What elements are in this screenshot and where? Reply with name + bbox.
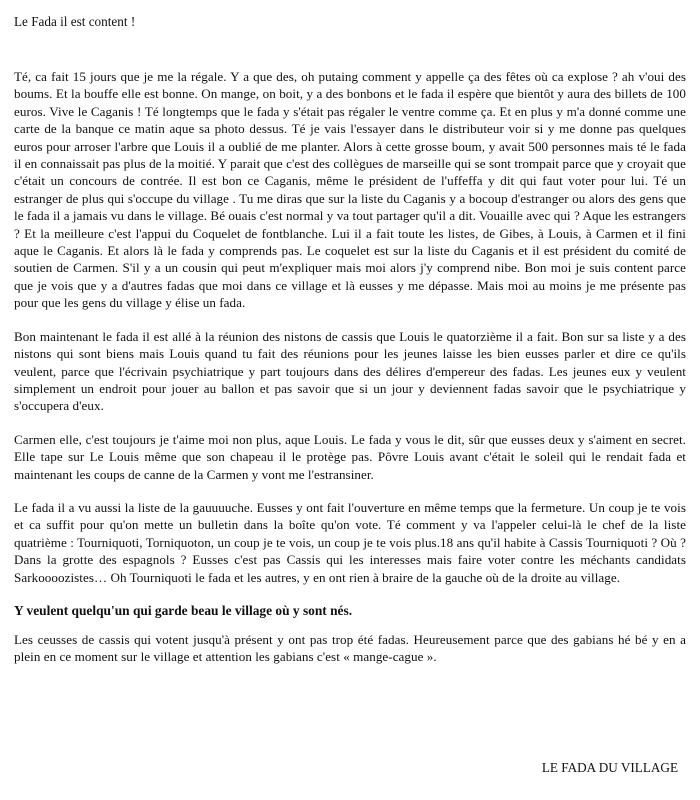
- paragraph-2: Bon maintenant le fada il est allé à la réunion des nistons de cassis que Louis le quatorzième il a fait. Bon sur sa liste y a des nistons qui sont biens mais Louis quand tu fait des réunions pour les jeunes laisse les bien eusses parler et dire ce qu'ils veulent, parce que l'écrivain psychiatrique y part toujours dans des délires d'empereur des fadas. Les jeunes eux y veulent simplement un endroit pour jouer au ballon et pas savoir que si un jour y deviennent fadas savoir que le psychiatrique y s'occupera d'eux.: [14, 328, 686, 414]
- bold-statement: Y veulent quelqu'un qui garde beau le village où y sont nés.: [14, 602, 353, 618]
- paragraph-4: Le fada il a vu aussi la liste de la gauuuuche. Eusses y ont fait l'ouverture en même temps que la fermeture. Un coup je te vois et ca suffit pour qu'on mette un bulletin dans la boîte qu'on vote. Té comment y va l'appeler celui-là le chef de la liste quatrième : Tourniquoti, Torniquoton, un coup je te vois, un coup je te vois plus.18 ans qu'il habite à Cassis Tourniquoti ? Où ? Dans la grotte des espagnols ? Eusses c'est pas Cassis qui les interesses mais faire voter contre les méchants candidats Sarkoooozistes… Oh Tourniquoti le fada et les autres, y en ont rien à braire de la gauche où de la droite au village.: [14, 499, 686, 585]
- paragraph-1: Té, ca fait 15 jours que je me la régale. Y a que des, oh putaing comment y appelle ça des fêtes où ca explose ? ah v'oui des boums. Et la bouffe elle est bonne. On mange, on boit, y a des bonbons et le fada il espère que bientôt y aura des billets de 100 euros. Vive le Caganis ! Té longtemps que le fada y s'était pas régaler le ventre comme ça. Et en plus y m'a donné comme une carte de la banque ce matin aque sa photo dessus. Té je vais l'essayer dans le distributeur voir si y me donne pas quelques euros pour arroser l'arbre que Louis il a oublié de me planter. Alors à cette grosse boum, y avait 500 personnes mais té le fada il en connaissait pas plus de la moitié. Y parait que c'est des collègues de marseille qui se sont trompait parce que y croyait que c'était un concours de contrée. Il est bon ce Caganis, même le président de l'uffeffa y dit qui faut voter pour lui. Té un estranger de plus qui s'occupe du village . Tu me diras que sur la liste du Caganis y a bocoup d'estranger ou alors des gens que le fada il a jamais vu dans le village. Bé ouais c'est normal y va tout partager qu'il a dit. Vouaille avec qui ? Aque les estrangers ? Et la meilleure c'est l'appui du Coquelet de fontblanche. Lui il a fait toute les listes, de Gibes, à Louis, à Carmen et il fini aque le Caganis. Et alors là le fada y comprends pas. Le coquelet est sur la liste du Caganis et il est président du comité de soutien de Carmen. S'il y a un cousin qui peut m'expliquer mais moi alors j'y comprend nibe. Bon moi je suis content parce que je vois que y a d'autres fadas que moi dans ce village et là eusses y me dépasse. Mais moi au moins je me présente pas pour que les gens du village y élise un fada.: [14, 69, 686, 311]
- paragraph-3: Carmen elle, c'est toujours je t'aime moi non plus, aque Louis. Le fada y vous le dit, sûr que eusses deux y s'aiment en secret. Elle tape sur Le Louis même que son chapeau il le protège pas. Pôvre Louis avant c'était le soleil qui le rendait fada et maintenant les coups de canne de la Carmen y vont me l'estransiner.: [14, 431, 686, 482]
- signature: LE FADA DU VILLAGE: [541, 760, 678, 775]
- closing-paragraph: Les ceusses de cassis qui votent jusqu'à présent y ont pas trop été fadas. Heureusement parce que des gabians hé bé y en a plein en ce moment sur le village et attention les gabians c'est « mange-cague ».: [14, 631, 686, 665]
- letter-title: Le Fada il est content !: [14, 14, 136, 29]
